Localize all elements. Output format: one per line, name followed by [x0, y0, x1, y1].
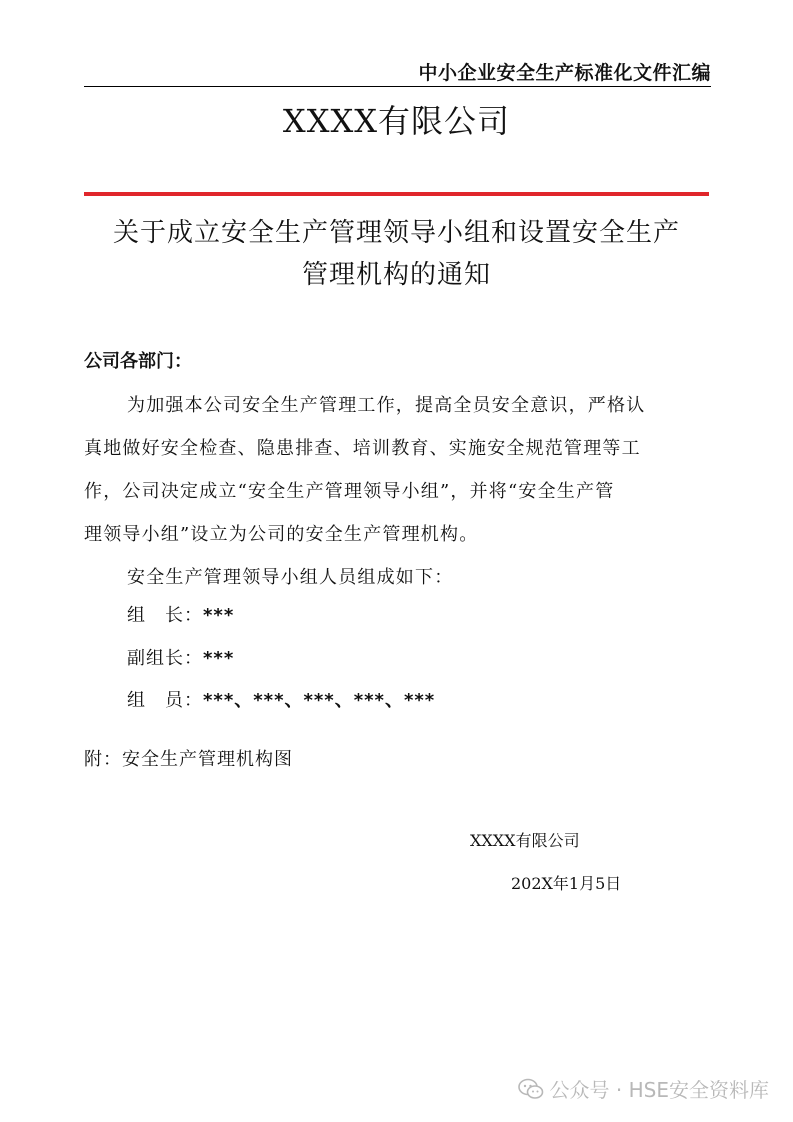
paragraph-line: 真地做好安全检查、隐患排查、培训教育、实施安全规范管理等工 [84, 438, 641, 459]
member-role: 组 长： [127, 605, 203, 626]
red-divider [84, 192, 709, 196]
wechat-icon [518, 1078, 544, 1100]
paragraph-line: 理领导小组”设立为公司的安全生产管理机构。 [84, 524, 479, 545]
member-row-members [127, 686, 435, 712]
header-divider [84, 86, 711, 87]
signature-company: XXXX有限公司 [470, 831, 580, 850]
salutation: 公司各部门： [84, 351, 192, 372]
notice-title-line-2: 管理机构的通知 [301, 260, 491, 290]
collection-header: 中小企业安全生产标准化文件汇编 [418, 62, 711, 84]
member-names: ***、***、***、***、*** [203, 690, 436, 711]
paragraph-line: 作，公司决定成立“安全生产管理领导小组”，并将“安全生产管 [84, 481, 615, 502]
paragraph-line: 为加强本公司安全生产管理工作，提高全员安全意识，严格认 [127, 395, 646, 416]
attachment-note: 附：安全生产管理机构图 [84, 749, 293, 770]
member-role: 组 员： [127, 690, 203, 711]
watermark-text: 公众号 · HSE安全资料库 [549, 1078, 769, 1102]
member-row-deputy [127, 644, 234, 670]
watermark [518, 1074, 769, 1103]
signature-date: 202X年1月5日 [511, 874, 622, 893]
member-names: *** [203, 605, 235, 626]
member-row-leader [127, 601, 234, 627]
member-names: *** [203, 648, 235, 669]
notice-title-line-1: 关于成立安全生产管理领导小组和设置安全生产 [112, 218, 680, 248]
member-role: 副组长： [127, 648, 203, 669]
members-intro: 安全生产管理领导小组人员组成如下： [127, 567, 454, 588]
company-name: XXXX有限公司 [282, 102, 511, 140]
